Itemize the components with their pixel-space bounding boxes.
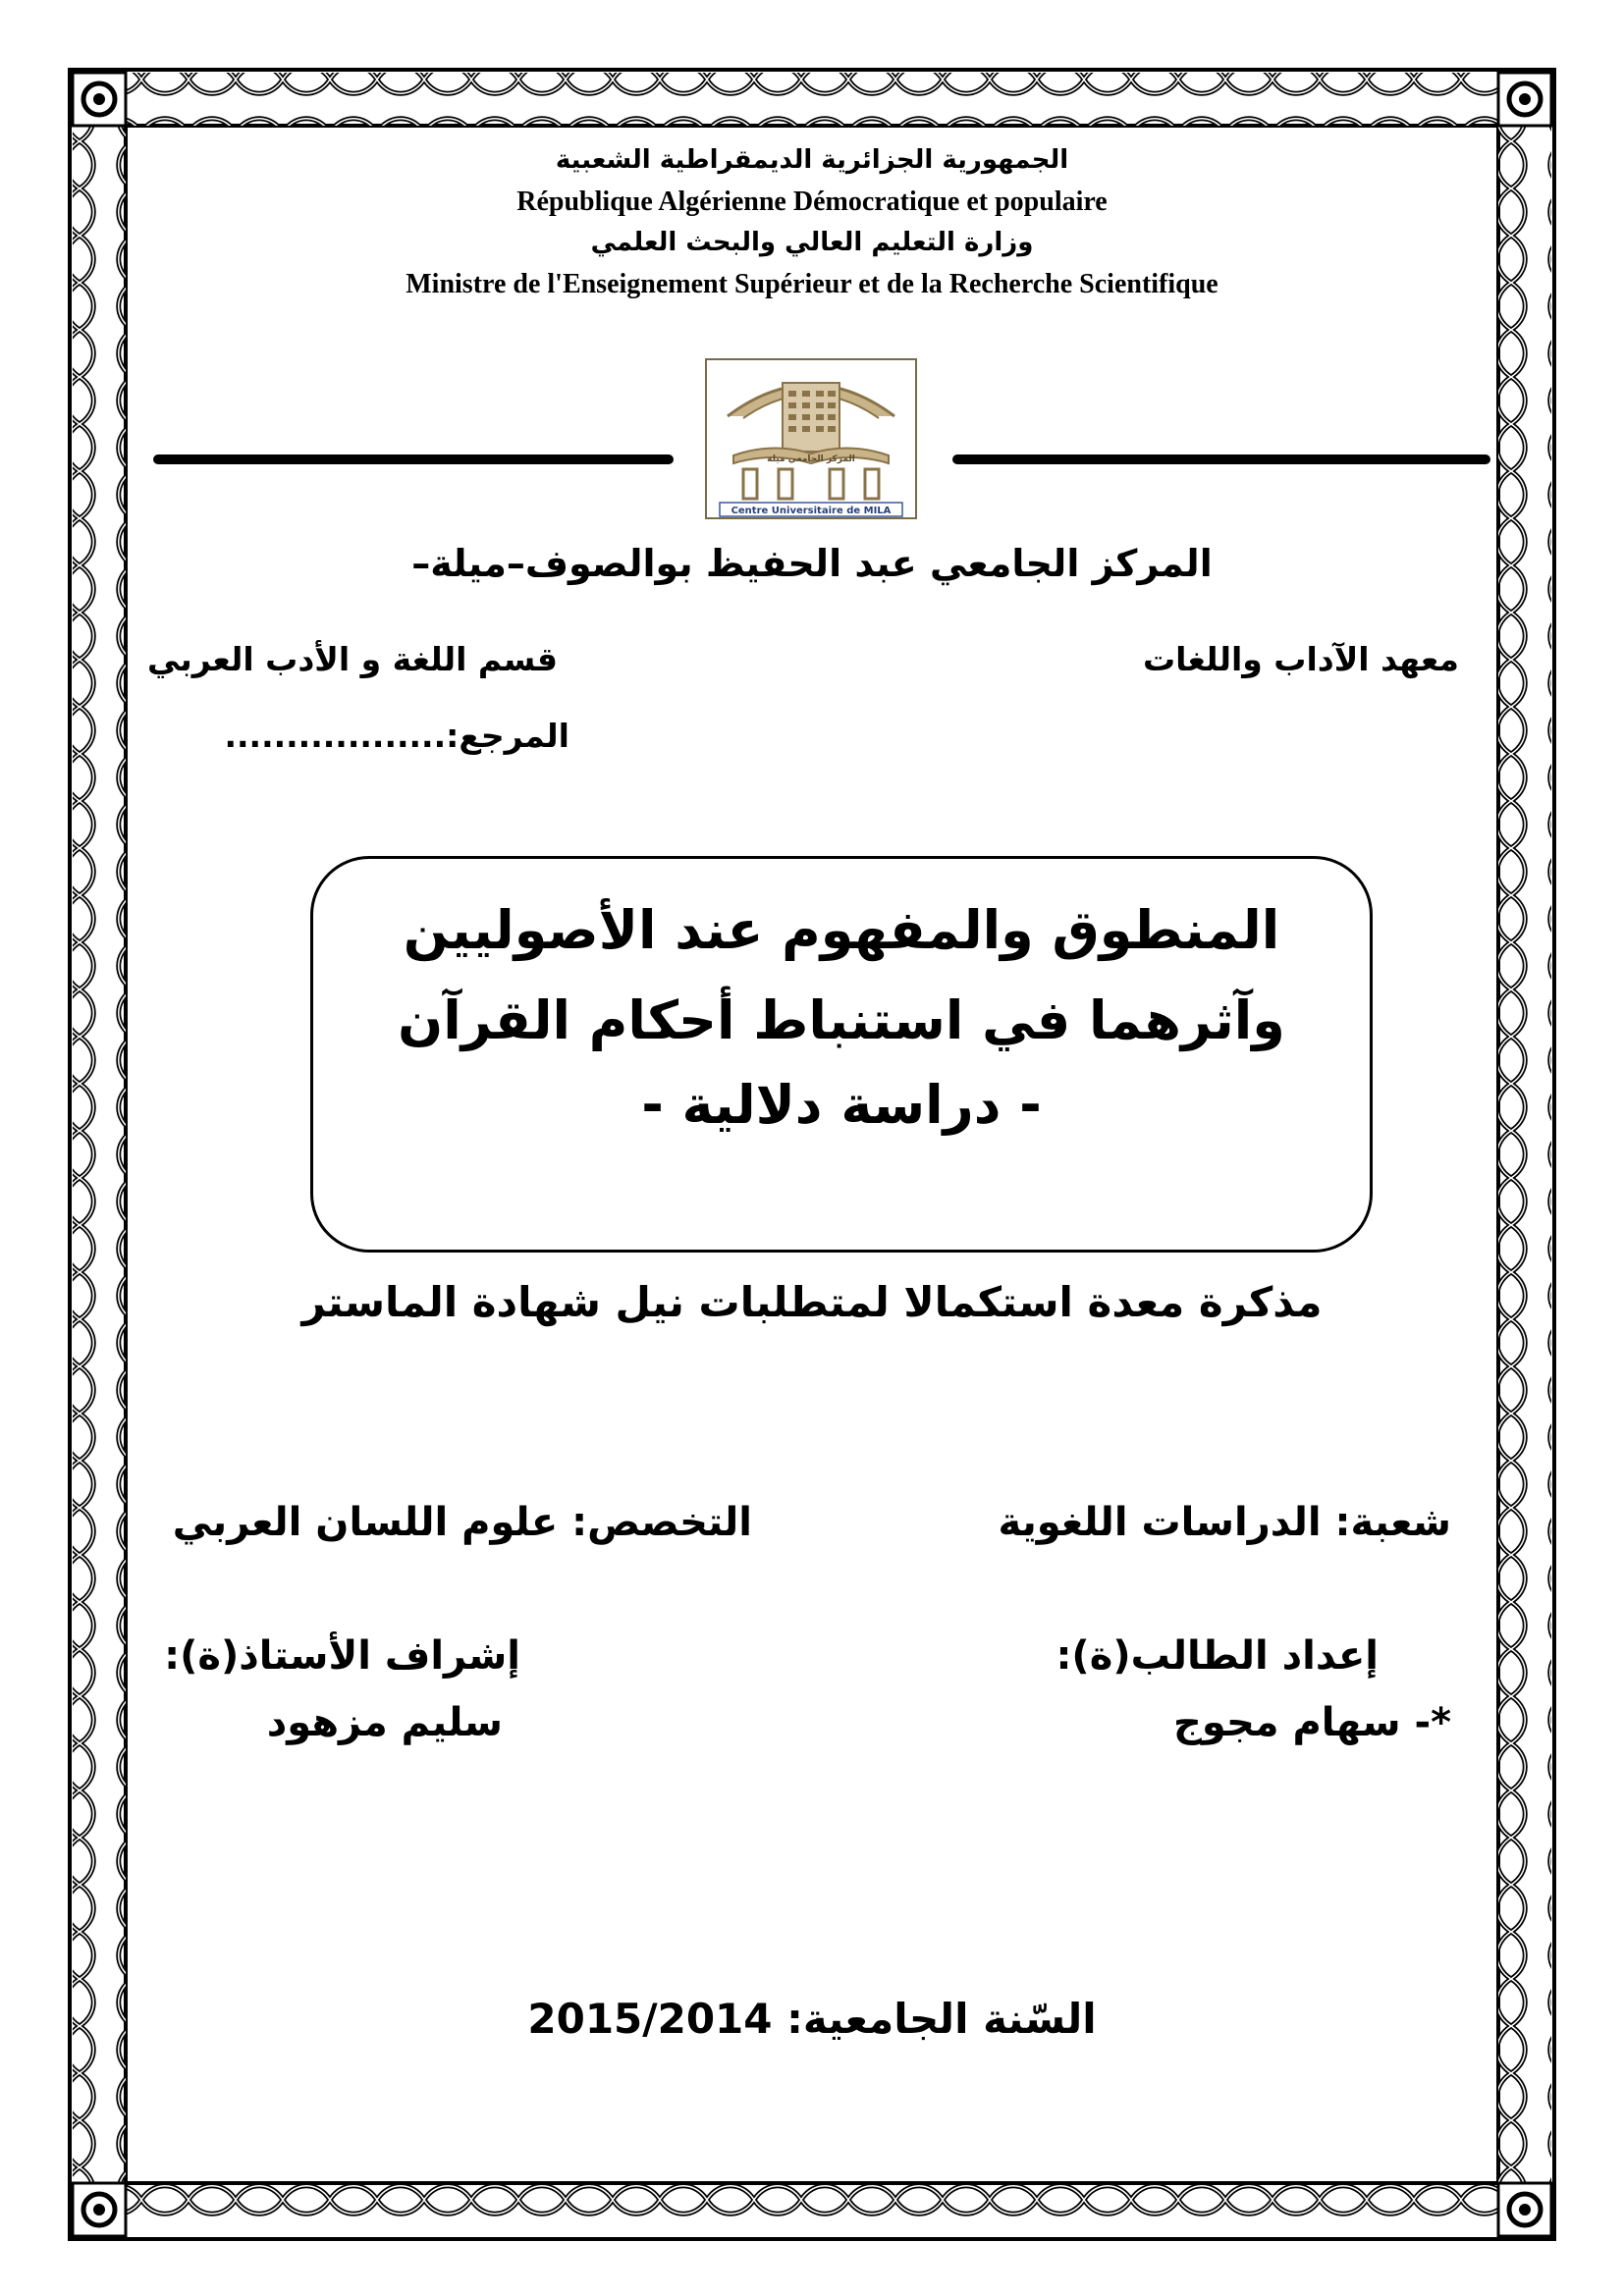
logo-caption: Centre Universitaire de MILA xyxy=(731,506,892,516)
prepared-by-label: إعداد الطالب(ة): xyxy=(1056,1633,1379,1679)
branch-field: شعبة: الدراسات اللغوية xyxy=(998,1500,1451,1545)
right-divider xyxy=(952,454,1490,464)
university-logo xyxy=(704,357,918,520)
ministry-arabic: وزارة التعليم العالي والبحث العلمي xyxy=(590,228,1034,257)
republic-french: République Algérienne Démocratique et populaire xyxy=(516,187,1108,217)
memo-statement: مذكرة معدة استكمالا لمتطلبات نيل شهادة الماستر xyxy=(301,1278,1323,1326)
logo-banner-text: المركز الجامعي ميلة xyxy=(767,454,855,464)
thesis-title-line-2: وآثرهما في استنباط أحكام القرآن xyxy=(398,989,1285,1051)
thesis-title-line-1: المنطوق والمفهوم عند الأصوليين xyxy=(403,899,1280,961)
student-name: *- سهام مجوج xyxy=(1173,1700,1451,1745)
reference-field: المرجع:.................. xyxy=(224,717,569,755)
department-name: قسم اللغة و الأدب العربي xyxy=(147,640,558,678)
specialty-field: التخصص: علوم اللسان العربي xyxy=(172,1500,752,1545)
academic-year: السّنة الجامعية: 2015/2014 xyxy=(527,1995,1097,2043)
thesis-title-line-3: - دراسة دلالية - xyxy=(641,1074,1042,1136)
supervisor-label: إشراف الأستاذ(ة): xyxy=(164,1633,520,1679)
supervisor-name: سليم مزهود xyxy=(266,1700,503,1745)
left-divider xyxy=(153,454,674,464)
republic-arabic: الجمهورية الجزائرية الديمقراطية الشعبية xyxy=(555,145,1069,175)
center-name: المركز الجامعي عبد الحفيظ بوالصوف–ميلة– xyxy=(411,542,1213,585)
ministry-french: Ministre de l'Enseignement Supérieur et de la Recherche Scientifique xyxy=(406,269,1218,299)
institute-name: معهد الآداب واللغات xyxy=(1142,640,1459,678)
